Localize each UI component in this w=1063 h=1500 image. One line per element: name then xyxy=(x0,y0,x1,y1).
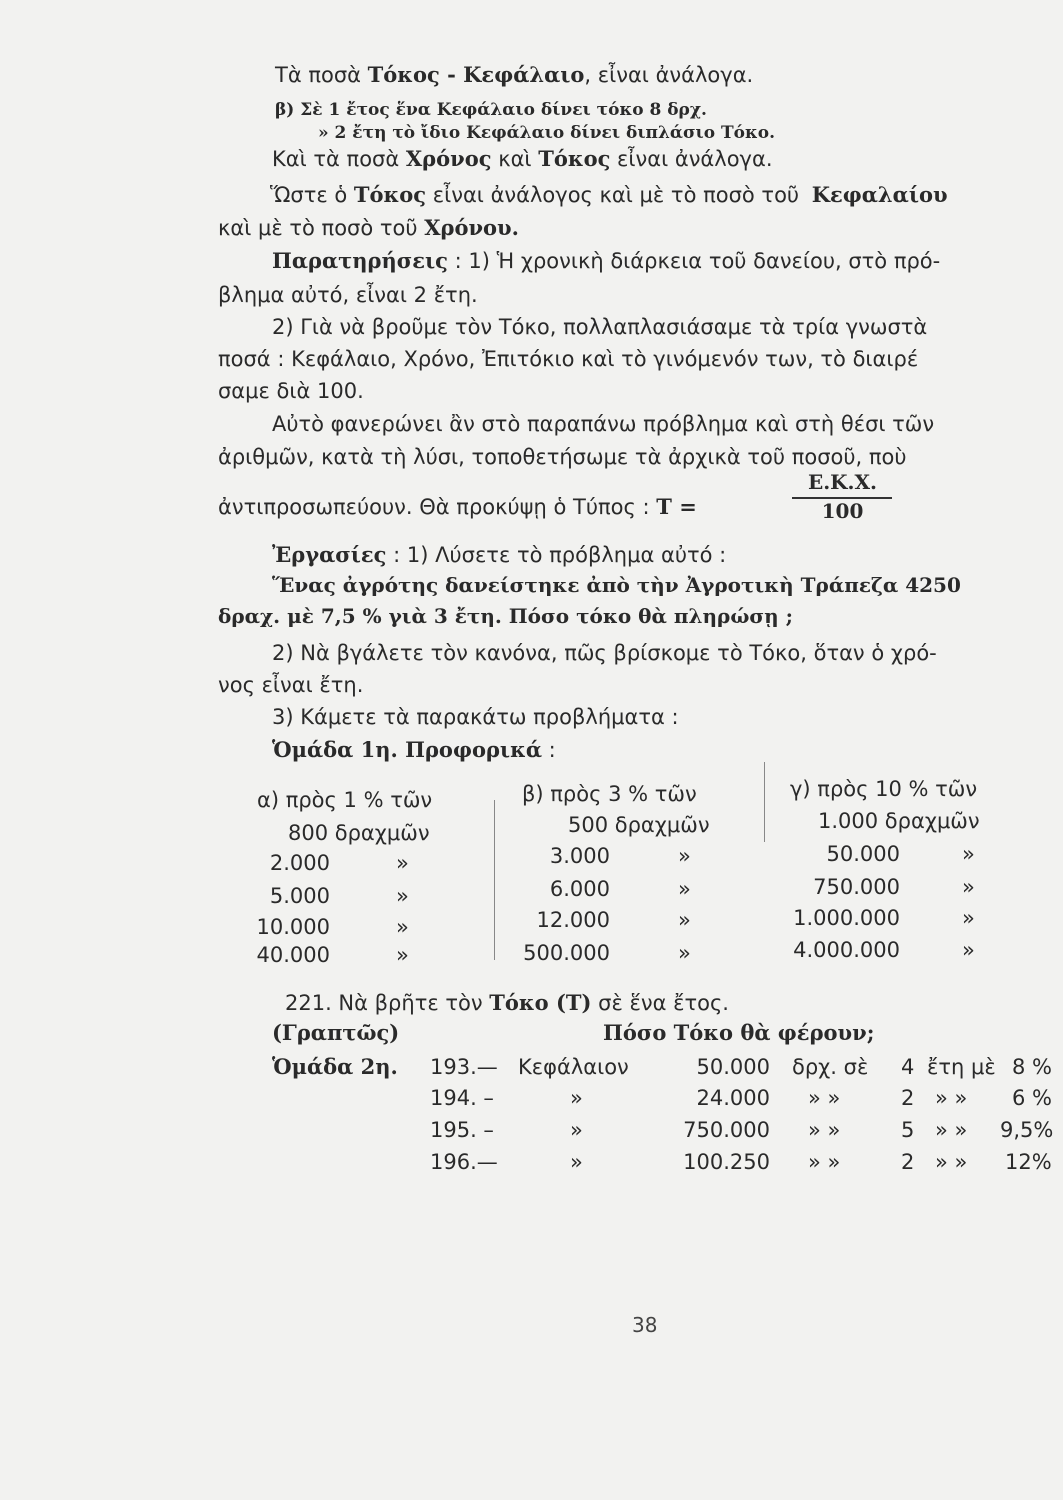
line-4 xyxy=(272,146,773,172)
problem-amount: 100.250 xyxy=(683,1150,770,1174)
table-cell: 500 δραχμῶν xyxy=(568,813,710,837)
problem-rate: 8 % xyxy=(1012,1055,1052,1079)
bold-text: Ἐργασίες xyxy=(272,542,387,567)
problem-amount: 50.000 xyxy=(696,1055,770,1079)
line-9: 2) Γιὰ νὰ βροῦμε τὸν Τόκο, πολλαπλασιάσαμε τὰ τρία γνωστὰ xyxy=(272,315,928,339)
problem-years-label: » » xyxy=(935,1086,968,1110)
ditto-mark: » xyxy=(396,851,409,875)
column-divider xyxy=(494,800,495,960)
problem-number: 196.— xyxy=(430,1150,498,1174)
problem-unit: » » xyxy=(808,1086,841,1110)
line-19: νος εἶναι ἔτη. xyxy=(218,673,364,697)
problem-years-label: » » xyxy=(935,1150,968,1174)
group2-label: Ὁμάδα 2η. xyxy=(272,1054,398,1079)
problem-number: 193.— xyxy=(430,1055,498,1079)
text: : xyxy=(541,738,556,762)
ditto-mark: » xyxy=(962,906,975,930)
problem-years: 5 xyxy=(901,1118,915,1142)
ditto-mark: » xyxy=(396,943,409,967)
problem-years-label: ἔτη μὲ xyxy=(927,1055,996,1079)
table-cell: 750.000 xyxy=(813,875,900,899)
problem-amount: 24.000 xyxy=(696,1086,770,1110)
problem-capital: » xyxy=(570,1118,583,1142)
table-cell: 12.000 xyxy=(536,908,610,932)
table-header: β) πρὸς 3 % τῶν xyxy=(522,782,697,806)
problem-number: 195. – xyxy=(430,1118,494,1142)
ditto-mark: » xyxy=(962,938,975,962)
ditto-mark: » xyxy=(678,908,691,932)
problem-rate: 9,5% xyxy=(1000,1118,1054,1142)
problem-years: 4 xyxy=(901,1055,915,1079)
written-label: (Γραπτῶς) xyxy=(272,1020,400,1045)
bold-text: Τόκος xyxy=(353,182,427,207)
bold-text: Τόκος - Κεφάλαιο xyxy=(367,62,585,87)
problem-unit: δρχ. σὲ xyxy=(792,1055,869,1079)
line-1 xyxy=(275,62,753,88)
ditto-mark: » xyxy=(396,884,409,908)
table-cell: 10.000 xyxy=(256,915,330,939)
bold-text: Ὁμάδα 1η. Προφορικά xyxy=(272,737,542,762)
bold-text: Χρόνος xyxy=(405,146,492,171)
bold-text: Κεφαλαίου xyxy=(811,182,948,207)
problem-number: 194. – xyxy=(430,1086,494,1110)
problem-capital: Κεφάλαιον xyxy=(518,1055,629,1079)
bold-text: Παρατηρήσεις xyxy=(272,248,448,273)
line-3: » 2 ἔτη τὸ ἴδιο Κεφάλαιο δίνει διπλάσιο Τόκο. xyxy=(318,123,775,143)
problem-unit: » » xyxy=(808,1118,841,1142)
table-cell: 5.000 xyxy=(269,884,330,908)
bold-text: Τόκο (Τ) xyxy=(489,990,592,1015)
table-cell: 800 δραχμῶν xyxy=(288,821,430,845)
problem-capital: » xyxy=(570,1150,583,1174)
text: Καὶ τὰ ποσὰ xyxy=(272,147,406,171)
line-10: ποσά : Κεφάλαιο, Χρόνο, Ἐπιτόκιο καὶ τὸ γινόμενόν των, τὸ διαιρέ xyxy=(218,347,919,371)
problem-unit: » » xyxy=(808,1150,841,1174)
bold-text: Τόκος xyxy=(538,146,611,171)
line-18: 2) Νὰ βγάλετε τὸν κανόνα, πῶς βρίσκομε τὸ Τόκο, ὅταν ὁ χρό- xyxy=(272,641,937,665)
ditto-mark: » xyxy=(962,842,975,866)
problem-years: 2 xyxy=(901,1150,915,1174)
ditto-mark: » xyxy=(678,877,691,901)
fraction-numerator: Ε.Κ.Χ. xyxy=(807,470,878,494)
problem-capital: » xyxy=(570,1086,583,1110)
line-7 xyxy=(272,248,940,274)
line-16: Ἕνας ἀγρότης δανείστηκε ἀπὸ τὴν Ἀγροτικὴ Τράπεζα 4250 xyxy=(272,573,961,597)
text: , εἶναι ἀνάλογα. xyxy=(584,63,754,87)
table-cell: 1.000.000 xyxy=(793,906,900,930)
table-header: α) πρὸς 1 % τῶν xyxy=(257,788,433,812)
line-5 xyxy=(270,182,948,208)
line-21 xyxy=(272,737,556,763)
table-header: γ) πρὸς 10 % τῶν xyxy=(790,777,978,801)
text: καὶ xyxy=(491,147,539,171)
text: Τὰ ποσὰ xyxy=(275,63,368,87)
exercise-221-title xyxy=(285,990,729,1016)
bold-text: Χρόνου. xyxy=(424,215,519,240)
table-cell: 50.000 xyxy=(826,842,900,866)
line-20: 3) Κάμετε τὰ παρακάτω προβλήματα : xyxy=(272,705,679,729)
problem-rate: 12% xyxy=(1005,1150,1052,1174)
table-cell: 500.000 xyxy=(523,941,610,965)
ditto-mark: » xyxy=(678,941,691,965)
problem-years-label: » » xyxy=(935,1118,968,1142)
line-12: Αὐτὸ φανερώνει ἂν στὸ παραπάνω πρόβλημα καὶ στὴ θέσι τῶν xyxy=(272,412,935,436)
question-label: Πόσο Τόκο θὰ φέρουν; xyxy=(603,1020,875,1045)
text: εἶναι ἀνάλογα. xyxy=(610,147,773,171)
text: : 1) Ἡ χρονικὴ διάρκεια τοῦ δανείου, στὸ πρό- xyxy=(447,249,941,273)
text: σὲ ἕνα ἔτος. xyxy=(591,991,729,1015)
table-cell: 6.000 xyxy=(549,877,610,901)
line-2: β) Σὲ 1 ἔτος ἕνα Κεφάλαιο δίνει τόκο 8 δρχ. xyxy=(275,100,707,120)
line-11: σαμε διὰ 100. xyxy=(218,379,364,403)
line-14 xyxy=(218,494,697,520)
line-17: δραχ. μὲ 7,5 % γιὰ 3 ἔτη. Πόσο τόκο θὰ πληρώσῃ ; xyxy=(218,604,794,628)
line-15 xyxy=(272,542,726,568)
text: 221. Νὰ βρῆτε τὸν xyxy=(285,991,490,1015)
ditto-mark: » xyxy=(962,875,975,899)
table-cell: 3.000 xyxy=(549,844,610,868)
problem-years: 2 xyxy=(901,1086,915,1110)
problem-rate: 6 % xyxy=(1012,1086,1052,1110)
ditto-mark: » xyxy=(678,844,691,868)
text: καὶ μὲ τὸ ποσὸ τοῦ xyxy=(218,216,425,240)
text: ἀντιπροσωπεύουν. Θὰ προκύψῃ ὁ Τύπος : xyxy=(218,495,657,519)
table-cell: 40.000 xyxy=(256,943,330,967)
fraction-denominator: 100 xyxy=(821,499,864,523)
line-8: βλημα αὐτό, εἶναι 2 ἔτη. xyxy=(218,283,478,307)
problem-amount: 750.000 xyxy=(683,1118,770,1142)
page-number: 38 xyxy=(632,1313,658,1337)
table-cell: 4.000.000 xyxy=(793,938,900,962)
line-13: ἀριθμῶν, κατὰ τὴ λύσι, τοποθετήσωμε τὰ ἀρχικὰ τοῦ ποσοῦ, ποὺ xyxy=(218,445,907,469)
text: Ὥστε ὁ xyxy=(270,183,354,207)
table-cell: 1.000 δραχμῶν xyxy=(818,809,980,833)
formula-lhs: Τ = xyxy=(656,494,697,519)
text: : 1) Λύσετε τὸ πρόβλημα αὐτό : xyxy=(386,543,727,567)
column-divider xyxy=(764,762,765,842)
table-cell: 2.000 xyxy=(269,851,330,875)
ditto-mark: » xyxy=(396,915,409,939)
text: εἶναι ἀνάλογος καὶ μὲ τὸ ποσὸ τοῦ xyxy=(426,183,806,207)
line-6 xyxy=(218,215,519,241)
